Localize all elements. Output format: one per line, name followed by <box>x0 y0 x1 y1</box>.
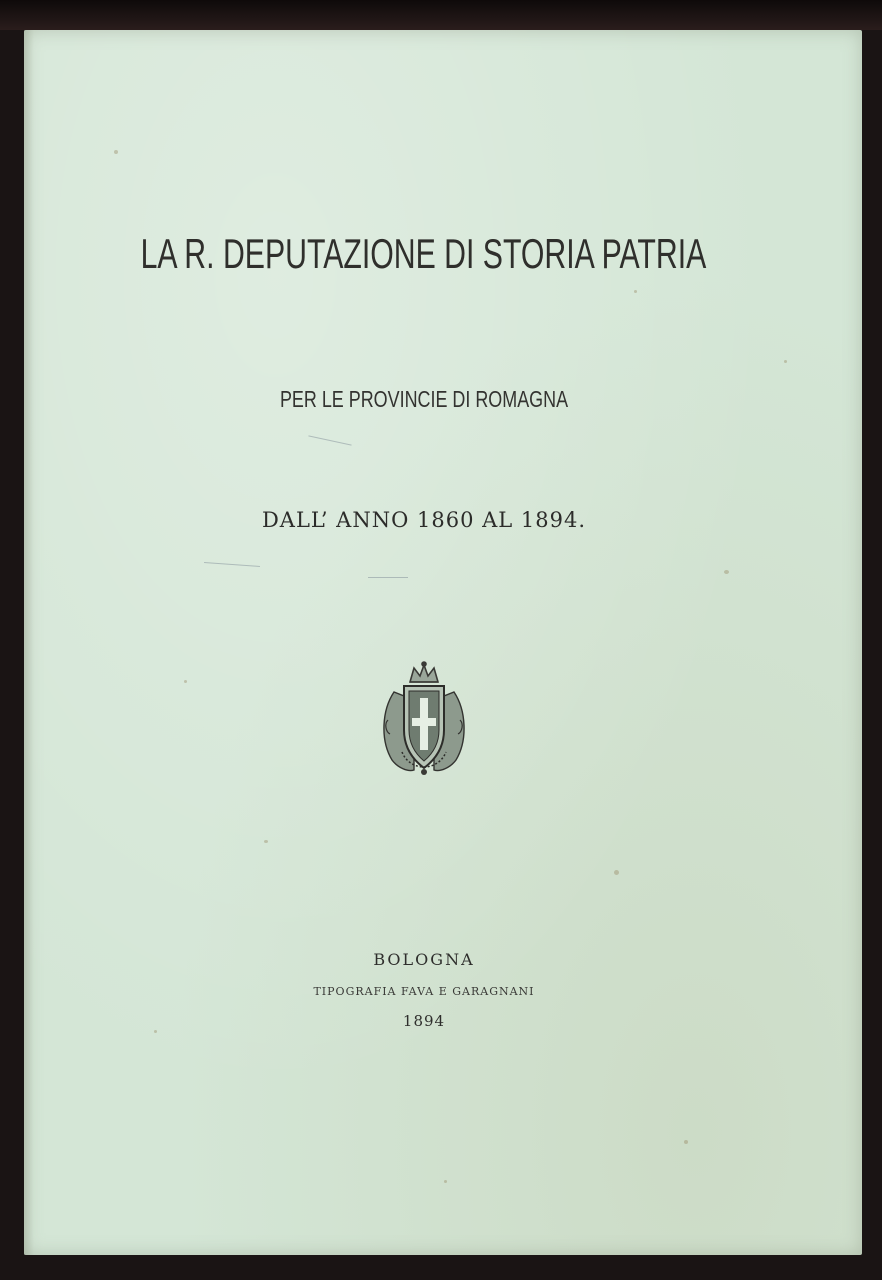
paper-speck <box>784 360 787 363</box>
paper-scratch <box>204 562 260 567</box>
paper-speck <box>634 290 637 293</box>
cover-title: LA R. DEPUTAZIONE DI STORIA PATRIA <box>140 230 707 277</box>
paper-scratch <box>368 577 408 578</box>
paper-speck <box>444 1180 447 1183</box>
printer-name: TIPOGRAFIA FAVA E GARAGNANI <box>313 985 535 998</box>
paper-speck <box>724 570 729 574</box>
publication-year: 1894 <box>402 1012 446 1030</box>
paper-speck <box>114 150 118 154</box>
publisher-city: BOLOGNA <box>373 950 475 969</box>
background-top <box>0 0 882 30</box>
coat-of-arms-icon <box>374 660 474 778</box>
paper-scratch <box>308 435 351 445</box>
paper-speck <box>184 680 187 683</box>
paper-speck <box>614 870 619 875</box>
spine-edge <box>24 30 34 1255</box>
paper-speck <box>684 1140 688 1144</box>
cover-dates: DALL’ ANNO 1860 AL 1894. <box>261 508 587 532</box>
paper-speck <box>154 1030 157 1033</box>
paper-speck <box>264 840 268 843</box>
book-cover <box>24 30 862 1255</box>
cover-subtitle: PER LE PROVINCIE DI ROMAGNA <box>279 386 569 412</box>
